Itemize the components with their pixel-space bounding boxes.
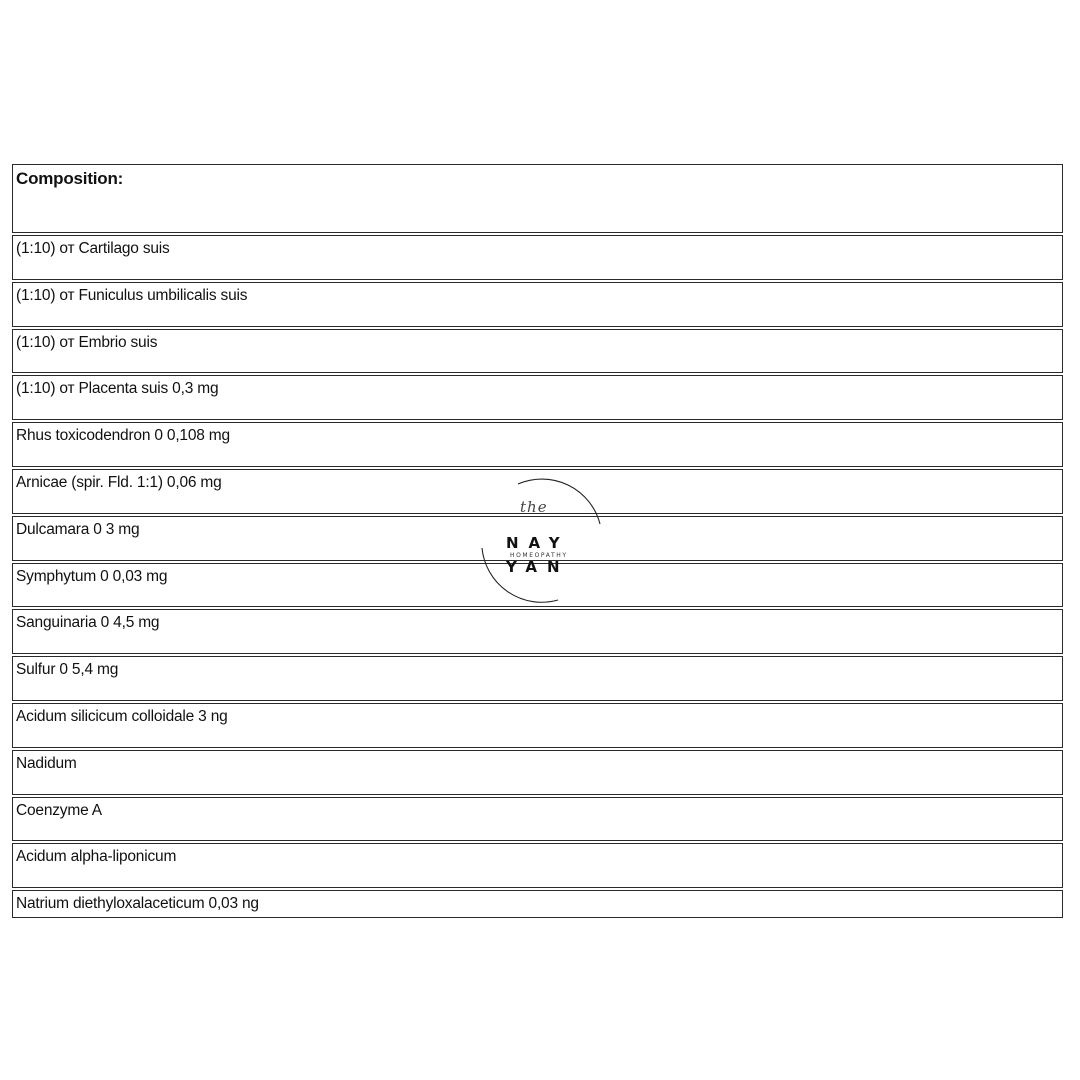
table-row: (1:10) от Funiculus umbilicalis suis	[12, 282, 1063, 327]
watermark-logo	[476, 474, 608, 606]
table-row: (1:10) от Cartilago suis	[12, 235, 1063, 280]
table-row: Rhus toxicodendron 0 0,108 mg	[12, 422, 1063, 467]
logo-subtitle: HOMEOPATHY	[510, 552, 568, 559]
table-row: Nadidum	[12, 750, 1063, 795]
logo-line2: YAN	[506, 558, 570, 576]
logo-line1: NAY	[506, 534, 570, 552]
table-row: Acidum alpha-liponicum	[12, 843, 1063, 888]
table-row: Arnicae (spir. Fld. 1:1) 0,06 mg	[12, 469, 1063, 514]
table-row: Sulfur 0 5,4 mg	[12, 656, 1063, 701]
table-row: Sanguinaria 0 4,5 mg	[12, 609, 1063, 654]
table-row: Coenzyme A	[12, 797, 1063, 842]
table-row: Symphytum 0 0,03 mg	[12, 563, 1063, 608]
table-row: Dulcamara 0 3 mg	[12, 516, 1063, 561]
logo-the-script: the	[520, 498, 548, 516]
table-row: Natrium diethyloxalaceticum 0,03 ng	[12, 890, 1063, 918]
table-row: (1:10) от Embrio suis	[12, 329, 1063, 374]
table-row: Acidum silicicum colloidale 3 ng	[12, 703, 1063, 748]
composition-heading: Composition:	[12, 164, 1063, 233]
table-row: (1:10) от Placenta suis 0,3 mg	[12, 375, 1063, 420]
